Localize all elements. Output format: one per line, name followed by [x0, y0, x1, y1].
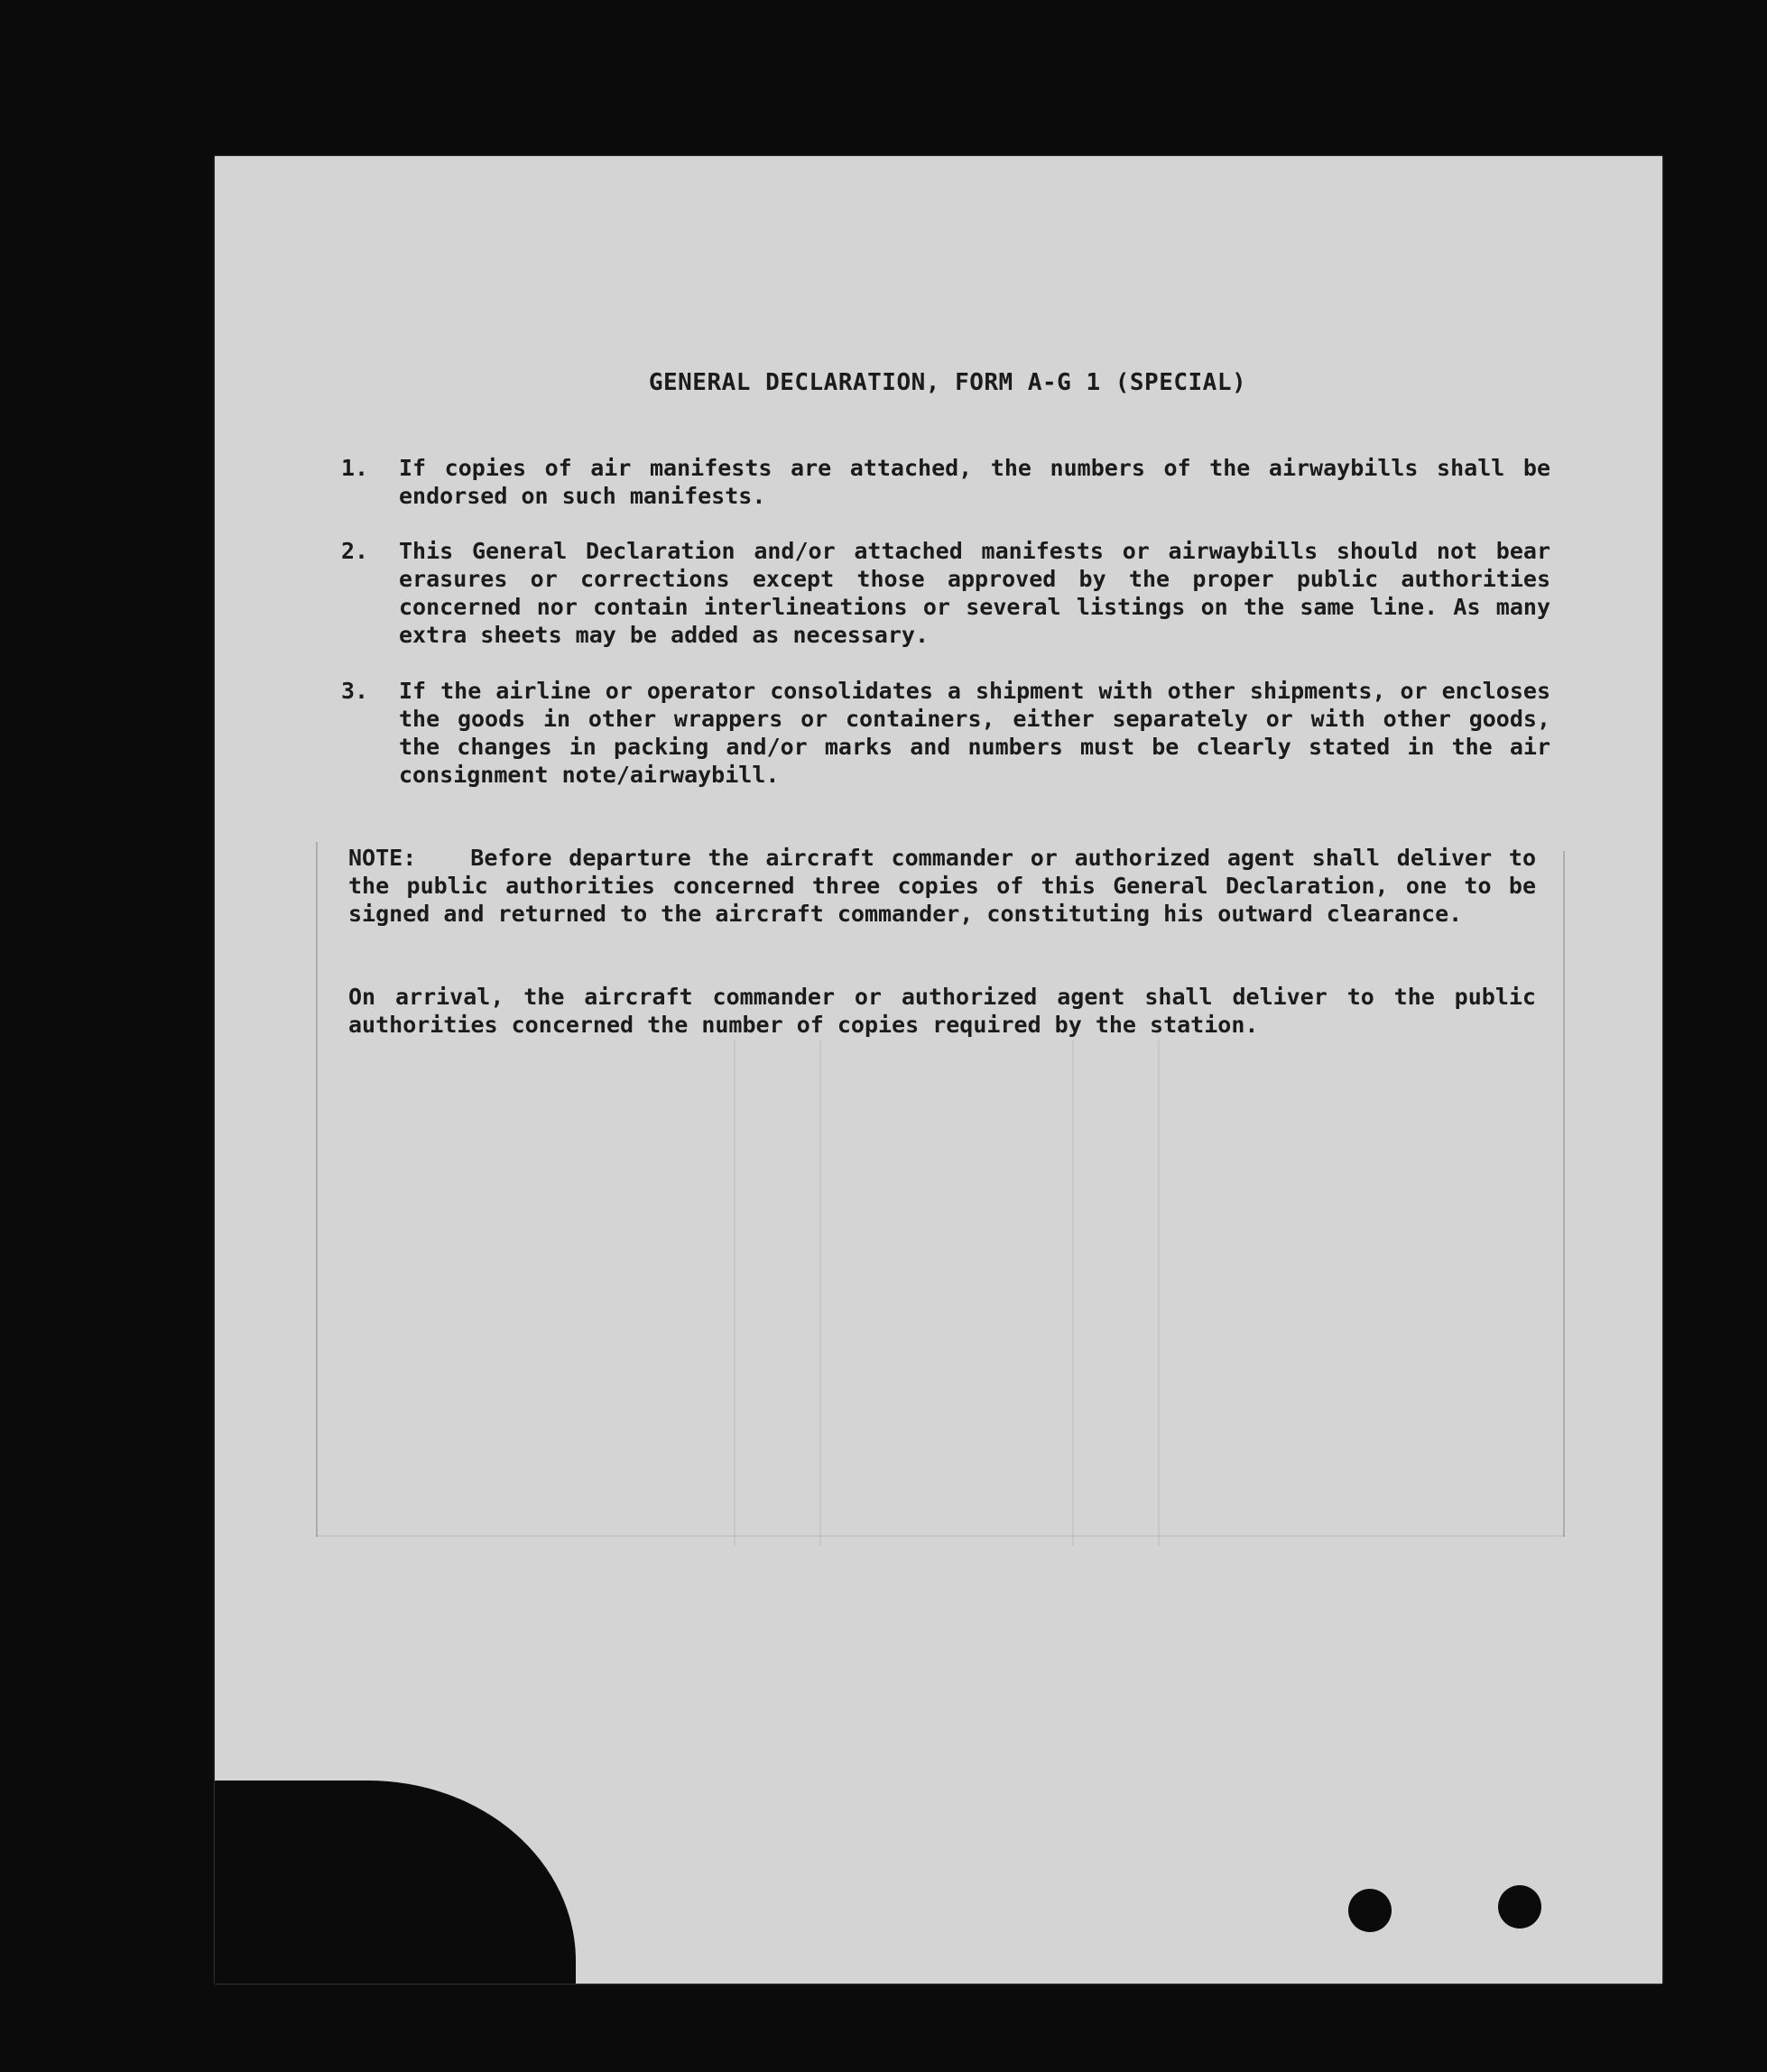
document-sheet: [215, 156, 1662, 1984]
item-number: 2.: [341, 538, 369, 564]
item-number: 3.: [341, 678, 369, 704]
document-content: [215, 156, 1662, 1984]
list-item: [341, 677, 1550, 789]
arrival-paragraph: On arrival, the aircraft commander or authorized agent shall deliver to the public authorities concerned the number of copies required by the station.: [348, 984, 1536, 1038]
list-item: [341, 537, 1550, 649]
item-text: This General Declaration and/or attached manifests or airwaybills should not bear erasures or corrections except those approved by the proper public authorities concerned nor contain interlineations or several listings on the same line. As many extra sheets may be added as necessary.: [399, 538, 1550, 648]
punch-hole: [1498, 1885, 1541, 1929]
note-text: Before departure the aircraft commander or authorized agent shall deliver to the public authorities concerned three copies of this General Declaration, one to be signed and returned to the aircraft commander, constituting his outward clearance.: [348, 845, 1536, 927]
item-text: If copies of air manifests are attached, the numbers of the airwaybills shall be endorsed on such manifests.: [399, 455, 1550, 509]
note-label: NOTE:: [348, 845, 417, 871]
item-number: 1.: [341, 455, 369, 481]
note-paragraph: [348, 844, 1536, 928]
punch-hole: [505, 1900, 549, 1943]
punch-hole: [1348, 1889, 1392, 1932]
item-text: If the airline or operator consolidates a shipment with other shipments, or encloses the goods in other wrappers or containers, either separately or with other goods, the changes in packing and/or marks and numbers must be clearly stated in the air consignment note/airwaybill.: [399, 678, 1550, 788]
list-item: [341, 454, 1550, 510]
document-title: GENERAL DECLARATION, FORM A-G 1 (SPECIAL): [648, 369, 1247, 396]
